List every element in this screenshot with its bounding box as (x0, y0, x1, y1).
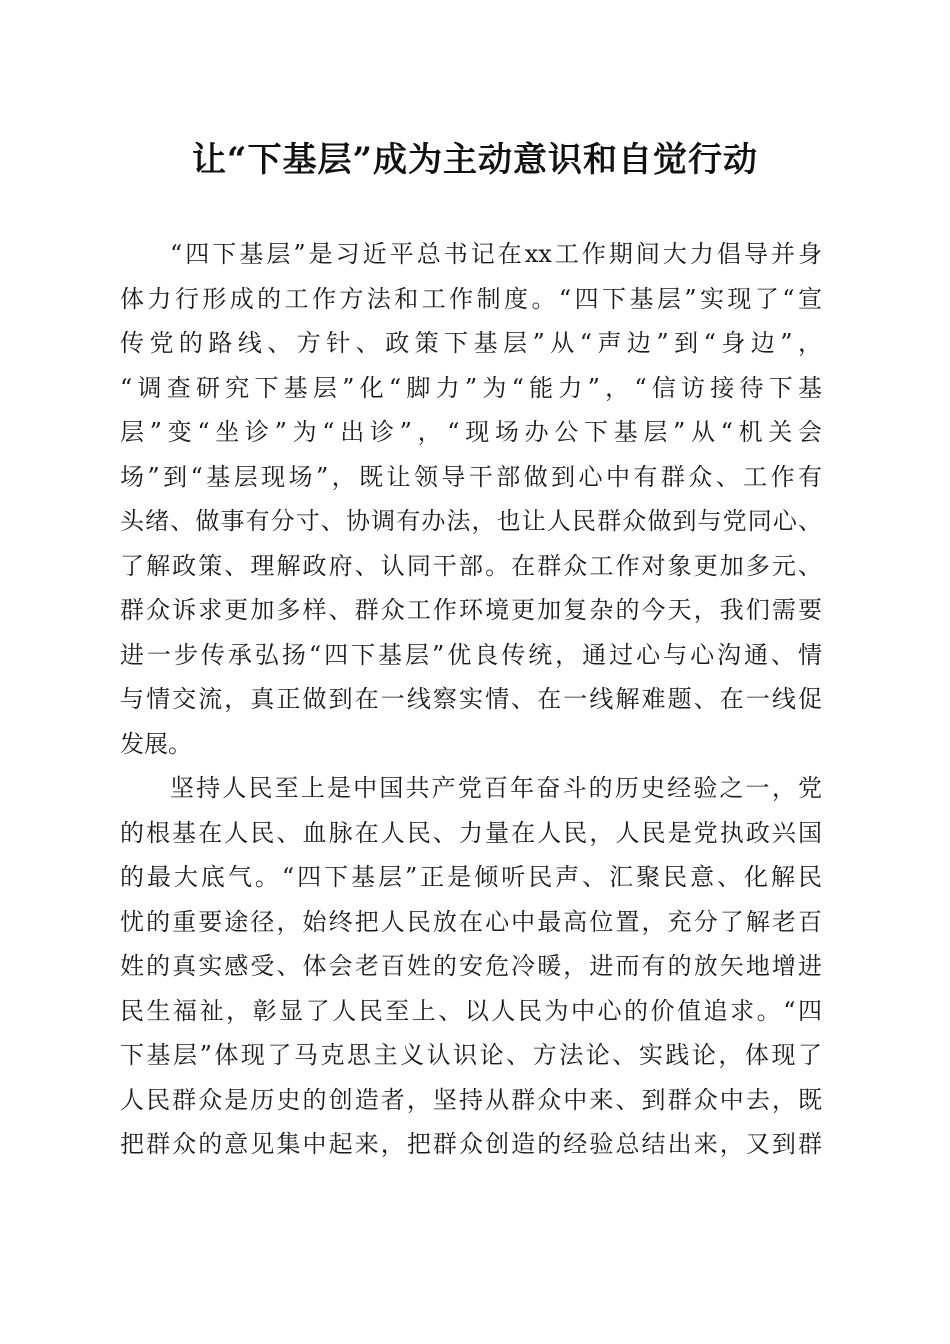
text-line: 与情交流，真正做到在一线察实情、在一线解难题、在一线促 (120, 685, 822, 713)
text-line: 民生福祉，彰显了人民至上、以人民为中心的价值追求。“四 (120, 996, 822, 1025)
document-body (120, 232, 822, 1167)
text-line: 层”变“坐诊”为“出诊”，“现场办公下基层”从“机关会 (120, 418, 822, 446)
text-line: 的根基在人民、血脉在人民、力量在人民，人民是党执政兴国 (120, 818, 822, 847)
text-line: 传党的路线、方针、政策下基层”从“声边”到“身边”， (120, 329, 822, 357)
paragraph-1 (120, 232, 822, 766)
text-line: 场”到“基层现场”，既让领导干部做到心中有群众、工作有 (120, 462, 822, 491)
text-line: 体力行形成的工作方法和工作制度。“四下基层”实现了“宣 (120, 284, 822, 313)
text-line: 头绪、做事有分寸、协调有办法，也让人民群众做到与党同心、 (120, 507, 822, 535)
text-line: 群众诉求更加多样、群众工作环境更加复杂的今天，我们需要 (120, 596, 822, 624)
text-line: 坚持人民至上是中国共产党百年奋斗的历史经验之一，党 (170, 774, 822, 802)
text-line: 下基层”体现了马克思主义认识论、方法论、实践论，体现了 (120, 1041, 822, 1069)
document-title: 让“下基层”成为主动意识和自觉行动 (191, 140, 759, 180)
text-line: 忧的重要途径，始终把人民放在心中最高位置，充分了解老百 (120, 907, 822, 936)
text-line: 发展。 (120, 729, 192, 758)
paragraph-2 (120, 766, 822, 1167)
text-line: 进一步传承弘扬“四下基层”优良传统，通过心与心沟通、情 (120, 640, 822, 669)
text-line: 了解政策、理解政府、认同干部。在群众工作对象更加多元、 (120, 551, 822, 580)
text-line: 把群众的意见集中起来，把群众创造的经验总结出来，又到群 (120, 1130, 822, 1158)
text-line: 的最大底气。“四下基层”正是倾听民声、汇聚民意、化解民 (120, 863, 822, 891)
text-line: 人民群众是历史的创造者，坚持从群众中来、到群众中去，既 (120, 1085, 822, 1114)
text-line: “调查研究下基层”化“脚力”为“能力”，“信访接待下基 (120, 373, 822, 402)
text-line: “四下基层”是习近平总书记在xx工作期间大力倡导并身 (170, 240, 822, 268)
text-line: 姓的真实感受、体会老百姓的安危冷暖，进而有的放矢地增进 (120, 952, 822, 980)
